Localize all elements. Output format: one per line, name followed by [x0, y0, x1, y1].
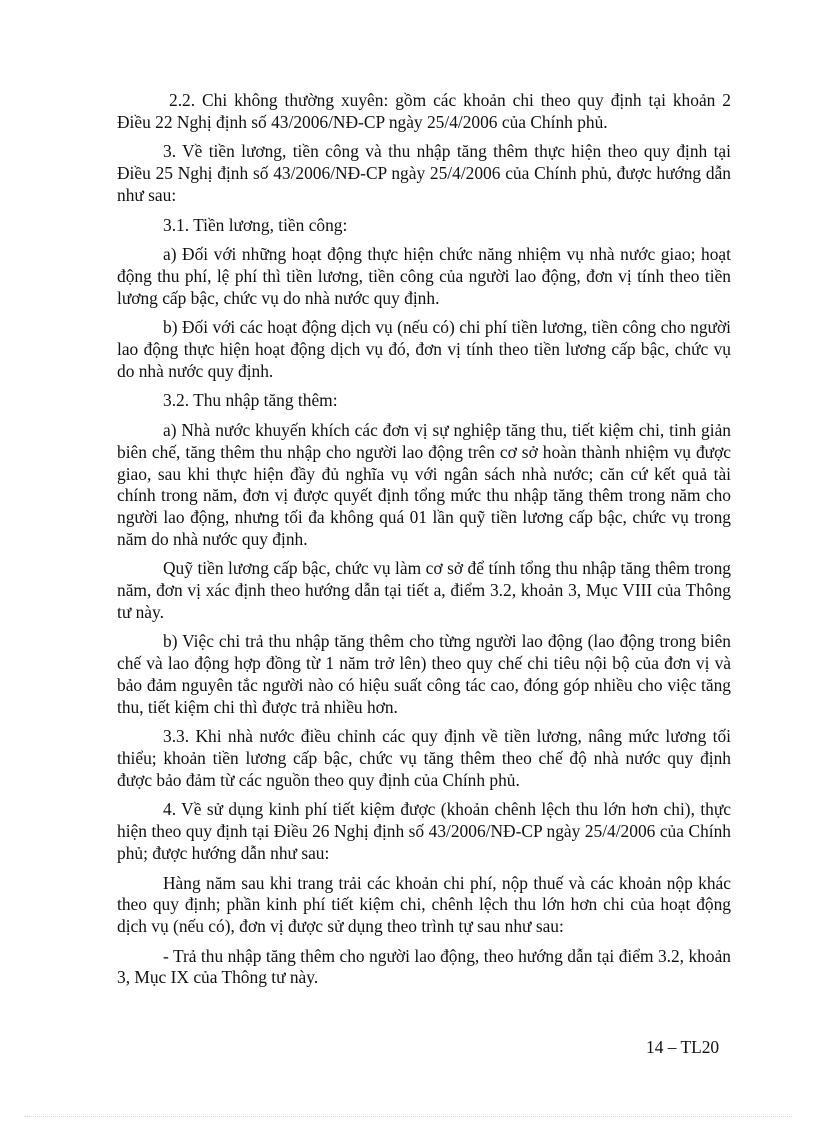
paragraph-3-1-a: a) Đối với những hoạt động thực hiện chức năng nhiệm vụ nhà nước giao; hoạt động thu phí, lệ phí thì tiền lương, tiền công của người lao động, đơn vị tính theo tiền lương cấp bậc, chức vụ do nhà nước quy định. [117, 244, 731, 308]
paragraph-3-1-b: b) Đối với các hoạt động dịch vụ (nếu có) chi phí tiền lương, tiền công cho người lao động thực hiện hoạt động dịch vụ đó, đơn vị tính theo tiền lương cấp bậc, chức vụ do nhà nước quy định. [117, 317, 731, 381]
paragraph-annual-surplus: Hàng năm sau khi trang trải các khoản chi phí, nộp thuế và các khoản nộp khác theo quy định; phần kinh phí tiết kiệm chi, chênh lệch thu lớn hơn chi của hoạt động dịch vụ (nếu có), đơn vị được sử dụng theo trình tự sau như sau: [117, 872, 731, 936]
paragraph-bullet-income: - Trả thu nhập tăng thêm cho người lao động, theo hướng dẫn tại điểm 3.2, khoản 3, Mục IX của Thông tư này. [117, 945, 731, 988]
paragraph-3-2-a: a) Nhà nước khuyến khích các đơn vị sự nghiệp tăng thu, tiết kiệm chi, tinh giản biên chế, tăng thêm thu nhập cho người lao động trên cơ sở hoàn thành nhiệm vụ được giao, sau khi thực hiện đầy đủ nghĩa vụ với ngân sách nhà nước; căn cứ kết quả tài chính trong năm, đơn vị được quyết định tổng mức thu nhập tăng thêm trong năm cho người lao động, nhưng tối đa không quá 01 lần quỹ tiền lương cấp bậc, chức vụ trong năm do nhà nước quy định. [117, 420, 731, 549]
paragraph-2-2: 2.2. Chi không thường xuyên: gồm các khoản chi theo quy định tại khoản 2 Điều 22 Nghị định số 43/2006/NĐ-CP ngày 25/4/2006 của Chính phủ. [117, 90, 731, 132]
paragraph-3-3: 3.3. Khi nhà nước điều chỉnh các quy định về tiền lương, nâng mức lương tối thiểu; khoản tiền lương cấp bậc, chức vụ tăng thêm theo chế độ nhà nước quy định được bảo đảm từ các nguồn theo quy định của Chính phủ. [117, 726, 731, 790]
page-number: 14 – TL20 [646, 1037, 720, 1057]
paragraph-3: 3. Về tiền lương, tiền công và thu nhập tăng thêm thực hiện theo quy định tại Điều 25 Nghị định số 43/2006/NĐ-CP ngày 25/4/2006 của Chính phủ, được hướng dẫn như sau: [117, 141, 731, 205]
paragraph-4: 4. Về sử dụng kinh phí tiết kiệm được (khoản chênh lệch thu lớn hơn chi), thực hiện theo quy định tại Điều 26 Nghị định số 43/2006/NĐ-CP ngày 25/4/2006 của Chính phủ; được hướng dẫn như sau: [117, 799, 731, 863]
paragraph-3-1-heading: 3.1. Tiền lương, tiền công: [163, 214, 348, 235]
paragraph-salary-fund: Quỹ tiền lương cấp bậc, chức vụ làm cơ sở để tính tổng thu nhập tăng thêm trong năm, đơn vị xác định theo hướng dẫn tại tiết a, điểm 3.2, khoản 3, Mục VIII của Thông tư này. [117, 558, 731, 622]
paragraph-3-2-b: b) Việc chi trả thu nhập tăng thêm cho từng người lao động (lao động trong biên chế và lao động hợp đồng từ 1 năm trở lên) theo quy chế chi tiêu nội bộ của đơn vị và bảo đảm nguyên tắc người nào có hiệu suất công tác cao, đóng góp nhiều cho việc tăng thu, tiết kiệm chi thì được trả nhiều hơn. [117, 631, 731, 717]
document-body [117, 90, 731, 997]
page-bottom-divider [24, 1116, 792, 1117]
paragraph-3-2-heading: 3.2. Thu nhập tăng thêm: [163, 390, 338, 411]
